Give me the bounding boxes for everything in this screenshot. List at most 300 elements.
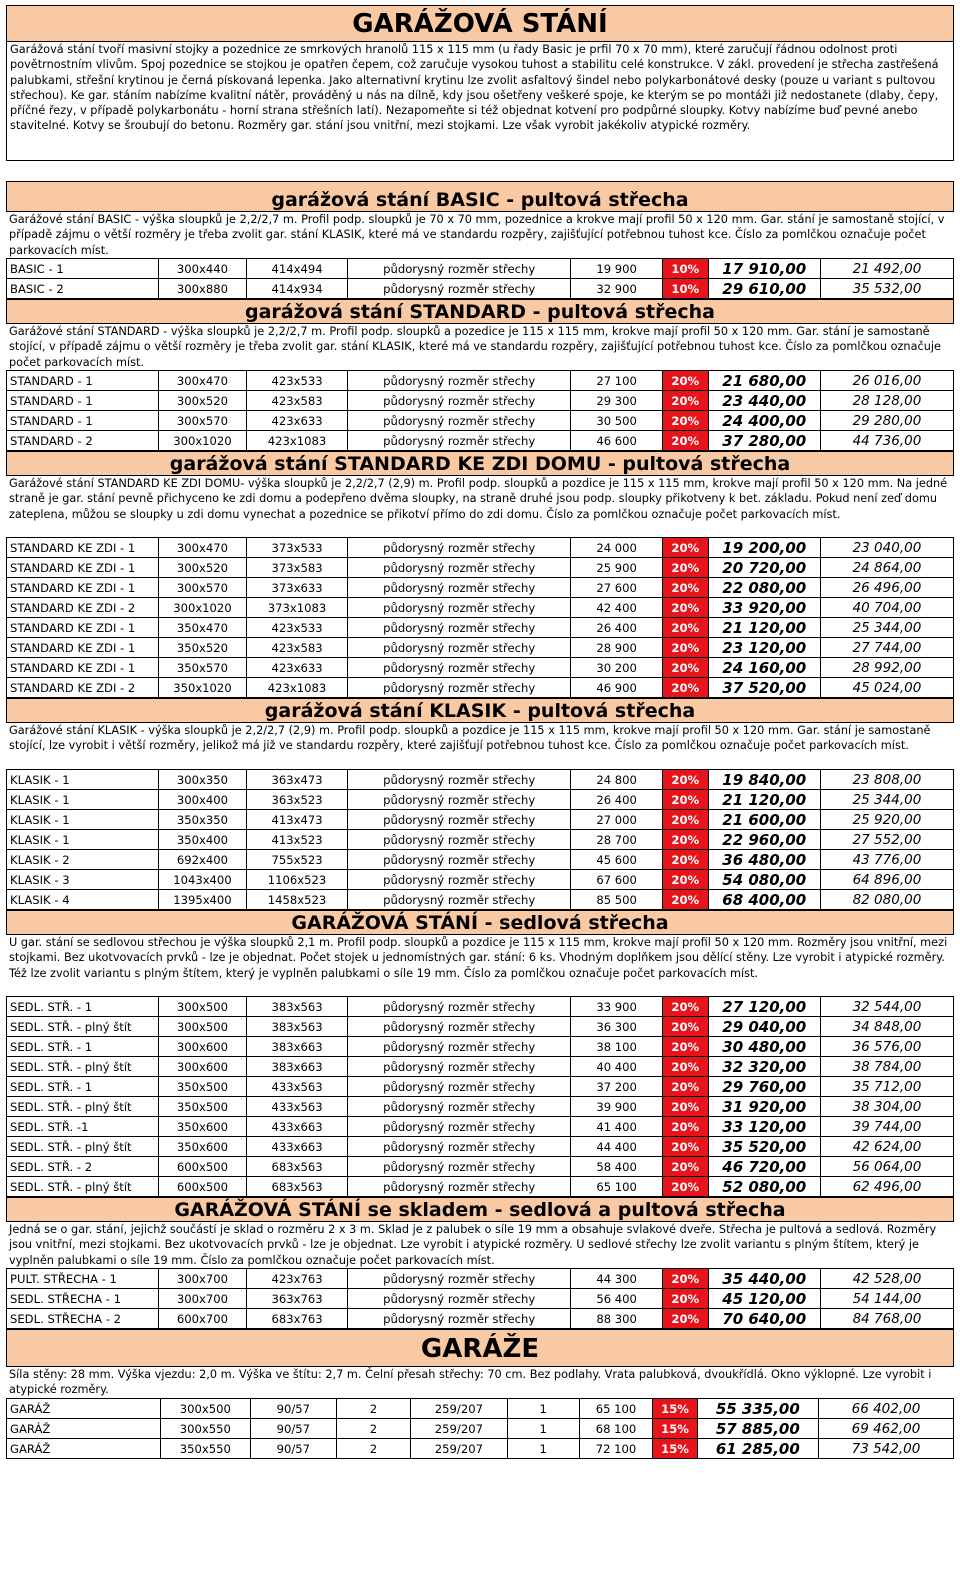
discounted-price: 55 335,00 bbox=[697, 1399, 818, 1419]
discount-badge: 20% bbox=[662, 1289, 708, 1309]
base-price: 24 800 bbox=[571, 770, 662, 790]
base-price: 39 900 bbox=[571, 1097, 662, 1117]
table-row bbox=[7, 1289, 954, 1309]
base-price: 56 400 bbox=[571, 1289, 662, 1309]
roof-label: půdorysný rozměr střechy bbox=[347, 1117, 570, 1137]
discount-badge: 20% bbox=[662, 371, 708, 391]
roof-label: půdorysný rozměr střechy bbox=[347, 1309, 570, 1329]
roof-label: půdorysný rozměr střechy bbox=[347, 1077, 570, 1097]
discounted-price: 70 640,00 bbox=[708, 1309, 820, 1329]
product-size: 300x440 bbox=[158, 259, 246, 279]
product-name: SEDL. STŘECHA - 1 bbox=[7, 1289, 159, 1309]
discounted-price: 30 480,00 bbox=[708, 1037, 820, 1057]
base-price: 44 400 bbox=[571, 1137, 662, 1157]
table-row bbox=[7, 1057, 954, 1077]
garage-spec-2: 2 bbox=[337, 1439, 411, 1459]
discounted-price: 27 120,00 bbox=[708, 997, 820, 1017]
section-standard-table bbox=[6, 370, 954, 451]
section-garaze-table bbox=[6, 1398, 954, 1459]
product-name: BASIC - 1 bbox=[7, 259, 159, 279]
product-size: 350x1020 bbox=[158, 678, 246, 698]
product-name: STANDARD - 1 bbox=[7, 411, 159, 431]
discounted-price: 37 520,00 bbox=[708, 678, 820, 698]
product-name: STANDARD - 2 bbox=[7, 431, 159, 451]
discount-badge: 20% bbox=[662, 870, 708, 890]
base-price: 46 600 bbox=[571, 431, 662, 451]
price-with-vat: 56 064,00 bbox=[820, 1157, 953, 1177]
discounted-price: 17 910,00 bbox=[708, 259, 820, 279]
discount-badge: 20% bbox=[662, 1097, 708, 1117]
price-with-vat: 25 344,00 bbox=[820, 618, 953, 638]
price-with-vat: 82 080,00 bbox=[820, 890, 953, 910]
base-price: 26 400 bbox=[571, 618, 662, 638]
roof-label: půdorysný rozměr střechy bbox=[347, 1289, 570, 1309]
base-price: 25 900 bbox=[571, 558, 662, 578]
discounted-price: 20 720,00 bbox=[708, 558, 820, 578]
price-with-vat: 42 528,00 bbox=[820, 1269, 953, 1289]
product-size: 300x880 bbox=[158, 279, 246, 299]
product-name: SEDL. STŘ. - plný štít bbox=[7, 1017, 159, 1037]
discount-badge: 20% bbox=[662, 578, 708, 598]
discount-badge: 20% bbox=[662, 538, 708, 558]
roof-size: 383x663 bbox=[247, 1057, 348, 1077]
price-with-vat: 38 784,00 bbox=[820, 1057, 953, 1077]
table-row bbox=[7, 678, 954, 698]
roof-label: půdorysný rozměr střechy bbox=[347, 578, 570, 598]
price-with-vat: 84 768,00 bbox=[820, 1309, 953, 1329]
base-price: 27 000 bbox=[571, 810, 662, 830]
discount-badge: 20% bbox=[662, 1157, 708, 1177]
base-price: 42 400 bbox=[571, 598, 662, 618]
product-size: 300x500 bbox=[158, 997, 246, 1017]
page-title: GARÁŽOVÁ STÁNÍ bbox=[6, 5, 954, 42]
product-name: STANDARD KE ZDI - 2 bbox=[7, 598, 159, 618]
product-size: 350x500 bbox=[158, 1077, 246, 1097]
roof-size: 433x663 bbox=[247, 1117, 348, 1137]
product-name: STANDARD - 1 bbox=[7, 371, 159, 391]
product-size: 300x700 bbox=[158, 1269, 246, 1289]
product-size: 350x520 bbox=[158, 638, 246, 658]
product-name: KLASIK - 2 bbox=[7, 850, 159, 870]
table-row bbox=[7, 578, 954, 598]
table-row bbox=[7, 870, 954, 890]
garage-spec-1: 90/57 bbox=[250, 1439, 336, 1459]
product-name: SEDL. STŘ. - plný štít bbox=[7, 1097, 159, 1117]
discount-badge: 20% bbox=[662, 850, 708, 870]
base-price: 65 100 bbox=[579, 1399, 653, 1419]
table-row bbox=[7, 558, 954, 578]
base-price: 88 300 bbox=[571, 1309, 662, 1329]
discount-badge: 10% bbox=[662, 259, 708, 279]
roof-label: půdorysný rozměr střechy bbox=[347, 411, 570, 431]
roof-size: 373x533 bbox=[247, 538, 348, 558]
roof-size: 423x763 bbox=[247, 1269, 348, 1289]
table-row bbox=[7, 1037, 954, 1057]
product-name: KLASIK - 4 bbox=[7, 890, 159, 910]
roof-size: 383x563 bbox=[247, 997, 348, 1017]
product-size: 300x570 bbox=[158, 411, 246, 431]
section-ke-zdi-title: garážová stání STANDARD KE ZDI DOMU - pultová střecha bbox=[6, 451, 954, 476]
base-price: 44 300 bbox=[571, 1269, 662, 1289]
table-row bbox=[7, 997, 954, 1017]
roof-size: 423x583 bbox=[247, 638, 348, 658]
base-price: 46 900 bbox=[571, 678, 662, 698]
discount-badge: 20% bbox=[662, 558, 708, 578]
table-row bbox=[7, 1177, 954, 1197]
garage-spec-4: 1 bbox=[507, 1419, 579, 1439]
discount-badge: 15% bbox=[653, 1439, 697, 1459]
roof-label: půdorysný rozměr střechy bbox=[347, 678, 570, 698]
product-size: 350x500 bbox=[158, 1097, 246, 1117]
garage-name: GARÁŽ bbox=[7, 1399, 161, 1419]
product-name: KLASIK - 1 bbox=[7, 790, 159, 810]
base-price: 30 500 bbox=[571, 411, 662, 431]
price-with-vat: 45 024,00 bbox=[820, 678, 953, 698]
price-with-vat: 21 492,00 bbox=[820, 259, 953, 279]
product-name: SEDL. STŘ. - 2 bbox=[7, 1157, 159, 1177]
price-with-vat: 62 496,00 bbox=[820, 1177, 953, 1197]
roof-size: 373x633 bbox=[247, 578, 348, 598]
discounted-price: 54 080,00 bbox=[708, 870, 820, 890]
garage-size: 300x500 bbox=[160, 1399, 250, 1419]
discount-badge: 20% bbox=[662, 678, 708, 698]
product-name: SEDL. STŘ. - 1 bbox=[7, 1077, 159, 1097]
product-name: SEDL. STŘ. - plný štít bbox=[7, 1057, 159, 1077]
table-row bbox=[7, 538, 954, 558]
discounted-price: 35 520,00 bbox=[708, 1137, 820, 1157]
product-name: KLASIK - 1 bbox=[7, 830, 159, 850]
roof-label: půdorysný rozměr střechy bbox=[347, 391, 570, 411]
garage-spec-3: 259/207 bbox=[410, 1419, 507, 1439]
product-name: SEDL. STŘ. - 1 bbox=[7, 997, 159, 1017]
price-with-vat: 43 776,00 bbox=[820, 850, 953, 870]
base-price: 28 700 bbox=[571, 830, 662, 850]
base-price: 45 600 bbox=[571, 850, 662, 870]
roof-size: 433x663 bbox=[247, 1137, 348, 1157]
roof-label: půdorysný rozměr střechy bbox=[347, 1157, 570, 1177]
price-with-vat: 39 744,00 bbox=[820, 1117, 953, 1137]
discount-badge: 20% bbox=[662, 1117, 708, 1137]
section-sklad-desc: Jedná se o gar. stání, jejichž součástí je sklad o rozměru 2 x 3 m. Sklad je z palubek o síle 19 mm a obsahuje svlakové dveře. Střecha je pultová a sedlová. Rozměry jsou vnitřní, mezi stojkami. Bez ukotvovacích prvků - lze je objednat. Lze vyrobit i atypické rozměry. U sedlové střechy lze zvolit variantu s plným štítem, který je vyplněn palubkami o síle 19 mm. Číslo za pomlčkou označuje počet parkovacích míst. bbox=[9, 1223, 937, 1267]
price-with-vat: 26 016,00 bbox=[820, 371, 953, 391]
discounted-price: 22 960,00 bbox=[708, 830, 820, 850]
discounted-price: 29 040,00 bbox=[708, 1017, 820, 1037]
discounted-price: 33 920,00 bbox=[708, 598, 820, 618]
discount-badge: 20% bbox=[662, 1269, 708, 1289]
garage-size: 300x550 bbox=[160, 1419, 250, 1439]
section-ke-zdi-table bbox=[6, 537, 954, 698]
discount-badge: 20% bbox=[662, 997, 708, 1017]
product-size: 300x500 bbox=[158, 1017, 246, 1037]
discounted-price: 21 120,00 bbox=[708, 790, 820, 810]
product-size: 1043x400 bbox=[158, 870, 246, 890]
product-name: STANDARD KE ZDI - 1 bbox=[7, 638, 159, 658]
table-row bbox=[7, 830, 954, 850]
discounted-price: 68 400,00 bbox=[708, 890, 820, 910]
table-row bbox=[7, 658, 954, 678]
product-size: 350x350 bbox=[158, 810, 246, 830]
product-name: KLASIK - 1 bbox=[7, 810, 159, 830]
price-with-vat: 54 144,00 bbox=[820, 1289, 953, 1309]
roof-size: 423x533 bbox=[247, 371, 348, 391]
roof-label: půdorysný rozměr střechy bbox=[347, 538, 570, 558]
garage-spec-4: 1 bbox=[507, 1399, 579, 1419]
garage-name: GARÁŽ bbox=[7, 1419, 161, 1439]
base-price: 30 200 bbox=[571, 658, 662, 678]
product-name: STANDARD KE ZDI - 1 bbox=[7, 618, 159, 638]
roof-label: půdorysný rozměr střechy bbox=[347, 1137, 570, 1157]
price-with-vat: 25 344,00 bbox=[820, 790, 953, 810]
table-row bbox=[7, 1399, 954, 1419]
roof-label: půdorysný rozměr střechy bbox=[347, 1097, 570, 1117]
spacer bbox=[6, 161, 954, 181]
discounted-price: 35 440,00 bbox=[708, 1269, 820, 1289]
table-row bbox=[7, 638, 954, 658]
price-with-vat: 27 744,00 bbox=[820, 638, 953, 658]
discount-badge: 20% bbox=[662, 830, 708, 850]
roof-size: 363x473 bbox=[247, 770, 348, 790]
roof-label: půdorysný rozměr střechy bbox=[347, 1177, 570, 1197]
roof-size: 373x583 bbox=[247, 558, 348, 578]
table-row bbox=[7, 1137, 954, 1157]
roof-label: půdorysný rozměr střechy bbox=[347, 279, 570, 299]
base-price: 27 600 bbox=[571, 578, 662, 598]
base-price: 24 000 bbox=[571, 538, 662, 558]
price-with-vat: 64 896,00 bbox=[820, 870, 953, 890]
base-price: 40 400 bbox=[571, 1057, 662, 1077]
product-name: STANDARD KE ZDI - 1 bbox=[7, 658, 159, 678]
base-price: 85 500 bbox=[571, 890, 662, 910]
roof-size: 683x763 bbox=[247, 1309, 348, 1329]
table-row bbox=[7, 810, 954, 830]
product-size: 300x400 bbox=[158, 790, 246, 810]
base-price: 38 100 bbox=[571, 1037, 662, 1057]
table-row bbox=[7, 890, 954, 910]
product-size: 350x600 bbox=[158, 1137, 246, 1157]
roof-label: půdorysný rozměr střechy bbox=[347, 431, 570, 451]
section-klasik-table bbox=[6, 769, 954, 910]
price-with-vat: 38 304,00 bbox=[820, 1097, 953, 1117]
table-row bbox=[7, 1017, 954, 1037]
roof-label: půdorysný rozměr střechy bbox=[347, 997, 570, 1017]
roof-label: půdorysný rozměr střechy bbox=[347, 1017, 570, 1037]
product-size: 350x600 bbox=[158, 1117, 246, 1137]
product-size: 600x500 bbox=[158, 1177, 246, 1197]
table-row bbox=[7, 391, 954, 411]
roof-label: půdorysný rozměr střechy bbox=[347, 810, 570, 830]
discount-badge: 20% bbox=[662, 598, 708, 618]
roof-size: 414x934 bbox=[247, 279, 348, 299]
product-name: PULT. STŘECHA - 1 bbox=[7, 1269, 159, 1289]
section-basic-desc: Garážové stání BASIC - výška sloupků je 2,2/2,7 m. Profil podp. sloupků je 70 x 70 mm, pozednice a krokve mají profil 50 x 120 mm. Gar. stání je samostaně stojící, v případě zájmu o větší rozměry je třeba zvolit gar. stání KLASIK, které má ve standardu rozpěry, zajišťující potřebnou tuhost kce. Číslo za pomlčkou označuje počet parkovacích míst. bbox=[9, 213, 945, 257]
discount-badge: 20% bbox=[662, 1057, 708, 1077]
roof-label: půdorysný rozměr střechy bbox=[347, 638, 570, 658]
roof-size: 423x633 bbox=[247, 411, 348, 431]
table-row bbox=[7, 1117, 954, 1137]
discounted-price: 24 400,00 bbox=[708, 411, 820, 431]
section-garaze-desc: Síla stěny: 28 mm. Výška vjezdu: 2,0 m. Výška ve štítu: 2,7 m. Čelní přesah střechy: 70 cm. Bez podlahy. Vrata palubková, dvoukřídlá. Okno výklopné. Lze vyrobit i atypické rozměry. bbox=[9, 1368, 932, 1397]
price-with-vat: 24 864,00 bbox=[820, 558, 953, 578]
discounted-price: 23 120,00 bbox=[708, 638, 820, 658]
product-size: 350x400 bbox=[158, 830, 246, 850]
discounted-price: 21 120,00 bbox=[708, 618, 820, 638]
product-name: STANDARD KE ZDI - 1 bbox=[7, 578, 159, 598]
price-with-vat: 29 280,00 bbox=[820, 411, 953, 431]
price-with-vat: 23 040,00 bbox=[820, 538, 953, 558]
table-row bbox=[7, 1157, 954, 1177]
discounted-price: 45 120,00 bbox=[708, 1289, 820, 1309]
roof-label: půdorysný rozměr střechy bbox=[347, 1269, 570, 1289]
discounted-price: 52 080,00 bbox=[708, 1177, 820, 1197]
roof-size: 383x563 bbox=[247, 1017, 348, 1037]
roof-size: 413x473 bbox=[247, 810, 348, 830]
product-name: SEDL. STŘ. - plný štít bbox=[7, 1137, 159, 1157]
roof-size: 433x563 bbox=[247, 1077, 348, 1097]
table-row bbox=[7, 431, 954, 451]
table-row bbox=[7, 770, 954, 790]
price-with-vat: 35 532,00 bbox=[820, 279, 953, 299]
discount-badge: 20% bbox=[662, 890, 708, 910]
price-with-vat: 69 462,00 bbox=[818, 1419, 953, 1439]
discount-badge: 20% bbox=[662, 391, 708, 411]
section-ke-zdi-desc: Garážové stání STANDARD KE ZDI DOMU- výška sloupků je 2,2/2,7 (2,9) m. Profil podp. sloupků a pozdice je 115 x 115 mm, krokve mají profil 50 x 120 mm. Na jedné straně je gar. stání pevně přichyceno ke zdi domu a podepřeno dvěma sloupky, na straně druhé jsou podp. sloupky přikotveny k bet. základu. Pokud není zeď domu zateplena, můžou se sloupky u zdi domu vynechat a pozednice se přikotví přímo do zdi domu. Číslo za pomlčkou označuje počet parkovacích míst. bbox=[9, 477, 948, 521]
roof-size: 373x1083 bbox=[247, 598, 348, 618]
base-price: 26 400 bbox=[571, 790, 662, 810]
product-name: SEDL. STŘ. -1 bbox=[7, 1117, 159, 1137]
table-row bbox=[7, 1077, 954, 1097]
price-with-vat: 35 712,00 bbox=[820, 1077, 953, 1097]
discounted-price: 19 200,00 bbox=[708, 538, 820, 558]
roof-label: půdorysný rozměr střechy bbox=[347, 890, 570, 910]
product-size: 300x1020 bbox=[158, 431, 246, 451]
roof-label: půdorysný rozměr střechy bbox=[347, 598, 570, 618]
price-with-vat: 40 704,00 bbox=[820, 598, 953, 618]
discount-badge: 20% bbox=[662, 658, 708, 678]
base-price: 29 300 bbox=[571, 391, 662, 411]
table-row bbox=[7, 618, 954, 638]
product-size: 300x470 bbox=[158, 538, 246, 558]
discount-badge: 20% bbox=[662, 1177, 708, 1197]
section-sedlova-table bbox=[6, 996, 954, 1197]
discounted-price: 29 760,00 bbox=[708, 1077, 820, 1097]
garage-spec-4: 1 bbox=[507, 1439, 579, 1459]
garage-spec-1: 90/57 bbox=[250, 1419, 336, 1439]
roof-size: 683x563 bbox=[247, 1177, 348, 1197]
base-price: 19 900 bbox=[571, 259, 662, 279]
roof-label: půdorysný rozměr střechy bbox=[347, 1057, 570, 1077]
product-name: SEDL. STŘ. - plný štít bbox=[7, 1177, 159, 1197]
table-row bbox=[7, 1419, 954, 1439]
discounted-price: 19 840,00 bbox=[708, 770, 820, 790]
discount-badge: 20% bbox=[662, 1137, 708, 1157]
price-list-page bbox=[6, 5, 954, 1459]
base-price: 33 900 bbox=[571, 997, 662, 1017]
product-size: 350x570 bbox=[158, 658, 246, 678]
discounted-price: 33 120,00 bbox=[708, 1117, 820, 1137]
roof-size: 413x523 bbox=[247, 830, 348, 850]
roof-label: půdorysný rozměr střechy bbox=[347, 870, 570, 890]
garage-spec-1: 90/57 bbox=[250, 1399, 336, 1419]
roof-size: 423x583 bbox=[247, 391, 348, 411]
roof-size: 423x1083 bbox=[247, 431, 348, 451]
roof-label: půdorysný rozměr střechy bbox=[347, 850, 570, 870]
price-with-vat: 26 496,00 bbox=[820, 578, 953, 598]
base-price: 67 600 bbox=[571, 870, 662, 890]
base-price: 36 300 bbox=[571, 1017, 662, 1037]
garage-spec-3: 259/207 bbox=[410, 1439, 507, 1459]
discount-badge: 15% bbox=[653, 1399, 697, 1419]
base-price: 68 100 bbox=[579, 1419, 653, 1439]
roof-size: 363x523 bbox=[247, 790, 348, 810]
product-size: 350x470 bbox=[158, 618, 246, 638]
roof-size: 1106x523 bbox=[247, 870, 348, 890]
product-name: BASIC - 2 bbox=[7, 279, 159, 299]
product-name: STANDARD KE ZDI - 2 bbox=[7, 678, 159, 698]
discount-badge: 20% bbox=[662, 810, 708, 830]
section-basic-title: garážová stání BASIC - pultová střecha bbox=[6, 181, 954, 212]
roof-label: půdorysný rozměr střechy bbox=[347, 790, 570, 810]
base-price: 37 200 bbox=[571, 1077, 662, 1097]
product-size: 300x600 bbox=[158, 1037, 246, 1057]
discounted-price: 37 280,00 bbox=[708, 431, 820, 451]
base-price: 27 100 bbox=[571, 371, 662, 391]
roof-size: 423x533 bbox=[247, 618, 348, 638]
roof-size: 755x523 bbox=[247, 850, 348, 870]
section-garaze-title: GARÁŽE bbox=[6, 1329, 954, 1367]
product-name: SEDL. STŘECHA - 2 bbox=[7, 1309, 159, 1329]
price-with-vat: 73 542,00 bbox=[818, 1439, 953, 1459]
price-with-vat: 44 736,00 bbox=[820, 431, 953, 451]
discounted-price: 57 885,00 bbox=[697, 1419, 818, 1439]
product-name: STANDARD KE ZDI - 1 bbox=[7, 558, 159, 578]
discounted-price: 21 600,00 bbox=[708, 810, 820, 830]
discount-badge: 20% bbox=[662, 411, 708, 431]
roof-label: půdorysný rozměr střechy bbox=[347, 558, 570, 578]
product-name: KLASIK - 3 bbox=[7, 870, 159, 890]
roof-label: půdorysný rozměr střechy bbox=[347, 830, 570, 850]
discounted-price: 23 440,00 bbox=[708, 391, 820, 411]
base-price: 72 100 bbox=[579, 1439, 653, 1459]
product-size: 600x500 bbox=[158, 1157, 246, 1177]
price-with-vat: 42 624,00 bbox=[820, 1137, 953, 1157]
price-with-vat: 36 576,00 bbox=[820, 1037, 953, 1057]
base-price: 28 900 bbox=[571, 638, 662, 658]
roof-size: 423x633 bbox=[247, 658, 348, 678]
section-basic-table bbox=[6, 258, 954, 299]
price-with-vat: 34 848,00 bbox=[820, 1017, 953, 1037]
table-row bbox=[7, 790, 954, 810]
garage-size: 350x550 bbox=[160, 1439, 250, 1459]
discount-badge: 20% bbox=[662, 790, 708, 810]
roof-label: půdorysný rozměr střechy bbox=[347, 618, 570, 638]
section-klasik-desc: Garážové stání KLASIK - výška sloupků je 2,2/2,7 (2,9) m. Profil podp. sloupků a pozdice je 115 x 115 mm, krokve mají profil 50 x 120 mm. Gar. stání je samostaně stojící, lze vyrobit i větší rozměry, jelikož má již ve standardu rozpěry, které zajišťují potřebnou tuhost kce. Číslo za pomlčkou označuje počet parkovacích míst. bbox=[9, 724, 931, 753]
roof-label: půdorysný rozměr střechy bbox=[347, 259, 570, 279]
table-row bbox=[7, 279, 954, 299]
discounted-price: 36 480,00 bbox=[708, 850, 820, 870]
intro-text: Garážová stání tvoří masivní stojky a pozednice ze smrkových hranolů 115 x 115 mm (u řady Basic je prfil 70 x 70 mm), které zaručují řádnou odolnost proti povětrnostním vlivům. Spoj pozednice se stojkou je opatřen čepem, což zaručuje vysokou tuhost a stabilitu celé konstrukce. V zákl. provedení je střecha zastřešená palubkami, střešní krytinou je černá pískovaná lepenka. Jako alternativní krytinu lze zvolit asfaltový šindel nebo polykarbonátové desky (pouze u variant s pultovou střechou). Ke gar. stáním nabízíme kvalitní nátěr, prováděný u nás na dílně, kdy jsou ošetřeny veškeré spoje, ke kterým se po montáži již nedostanete (dlaby, čepy, příčné řezy, v případě polykarbonátu - horní strana střešních latí). Nezapomeňte si též objednat kotvení pro podpůrné sloupky. Kotvy nabízíme buď pevné anebo stavitelné. Kotvy se šroubují do betonu. Rozměry gar. stání jsou vnitřní, mezi stojkami. Lze však vyrobit jakékoliv atypické rozměry. bbox=[6, 42, 954, 161]
discount-badge: 20% bbox=[662, 431, 708, 451]
table-row bbox=[7, 1309, 954, 1329]
product-size: 600x700 bbox=[158, 1309, 246, 1329]
price-with-vat: 66 402,00 bbox=[818, 1399, 953, 1419]
section-sedlova-desc: U gar. stání se sedlovou střechou je výška sloupků 2,1 m. Profil podp. sloupků a pozdice je 115 x 115 mm, krokve mají profil 50 x 120 mm. Rozměry jsou vnitřní, mezi stojkami. Bez ukotvovacích prvků - lze je objednat. Počet stojek u jednomístných gar. stání: 6 ks. Vhodným doplňkem jsou dělící stěny. Lze vyrobit i atypické rozměry. Též lze zvolit variantu s plným štítem, který je vyplněn palubkami o síle 19 mm. Číslo za pomlčkou označuje počet parkovacích míst. bbox=[9, 936, 948, 980]
price-with-vat: 25 920,00 bbox=[820, 810, 953, 830]
section-standard-desc: Garážové stání STANDARD - výška sloupků je 2,2/2,7 m. Profil podp. sloupků a pozedice je 115 x 115 mm, krokve mají profil 50 x 120 mm. Gar. stání je samostaně stojící, v případě zájmu o větší rozměry je třeba zvolit gar. stání KLASIK, které má ve standardu rozpěry, zajišťující potřebnou tuhost kce. Číslo za pomlčkou označuje počet parkovacích míst. bbox=[9, 325, 941, 369]
section-standard-title: garážová stání STANDARD - pultová střecha bbox=[6, 299, 954, 324]
roof-size: 383x663 bbox=[247, 1037, 348, 1057]
price-with-vat: 27 552,00 bbox=[820, 830, 953, 850]
table-row bbox=[7, 1097, 954, 1117]
